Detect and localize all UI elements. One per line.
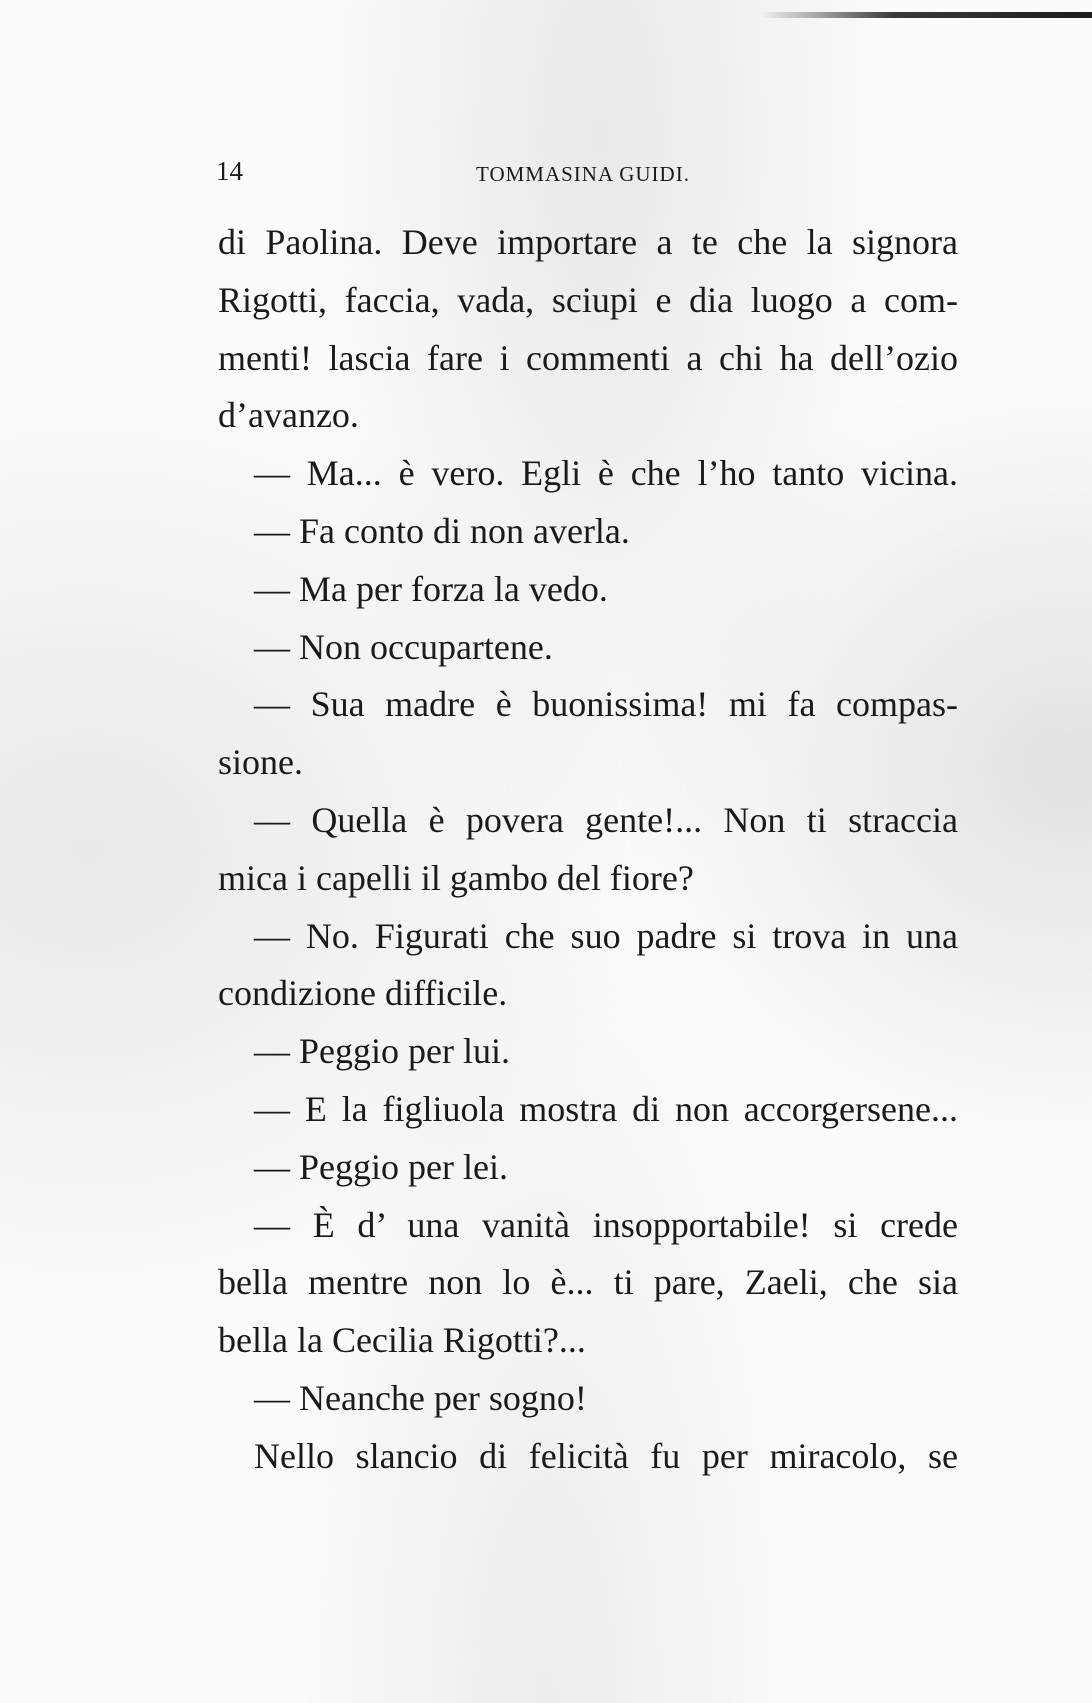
page-number: 14 [216,156,243,186]
text-line: condizione difficile. [218,973,508,1014]
page-header [216,150,956,190]
text-line: — E la figliuola mostra di non accorgersene... [254,1088,958,1129]
text-line: di Paolina. Deve importare a te che la signora [218,222,958,262]
running-title: TOMMASINA GUIDI. [476,162,690,186]
text-line: Nello slancio di felicità fu per miracolo, se [254,1435,958,1476]
text-line: — Neanche per sogno! [254,1377,587,1418]
text-line: — Peggio per lei. [254,1146,508,1187]
body-text [218,214,958,1486]
text-line: mica i capelli il gambo del fiore? [218,857,694,898]
scan-edge-shadow [760,12,1092,18]
text-line: — Fa conto di non averla. [254,510,630,551]
text-line: sione. [218,742,303,783]
text-line: d’avanzo. [218,395,359,436]
text-line: — Non occupartene. [254,626,553,667]
text-line: bella la Cecilia Rigotti?... [218,1320,586,1361]
text-line: menti! lascia fare i commenti a chi ha dell’ozio [218,337,958,378]
text-line: — È d’ una vanità insopportabile! si crede [254,1204,958,1245]
text-line: Rigotti, faccia, vada, sciupi e dia luogo a com- [218,279,958,320]
text-line: — Peggio per lui. [254,1031,510,1072]
text-line: — No. Figurati che suo padre si trova in una [254,915,958,956]
text-line: — Ma per forza la vedo. [254,568,608,609]
text-line: — Quella è povera gente!... Non ti straccia [254,799,958,840]
text-line: — Sua madre è buonissima! mi fa compas- [254,684,958,725]
text-line: — Ma... è vero. Egli è che l’ho tanto vicina. [254,453,958,494]
text-line: bella mentre non lo è... ti pare, Zaeli, che sia [218,1262,958,1303]
